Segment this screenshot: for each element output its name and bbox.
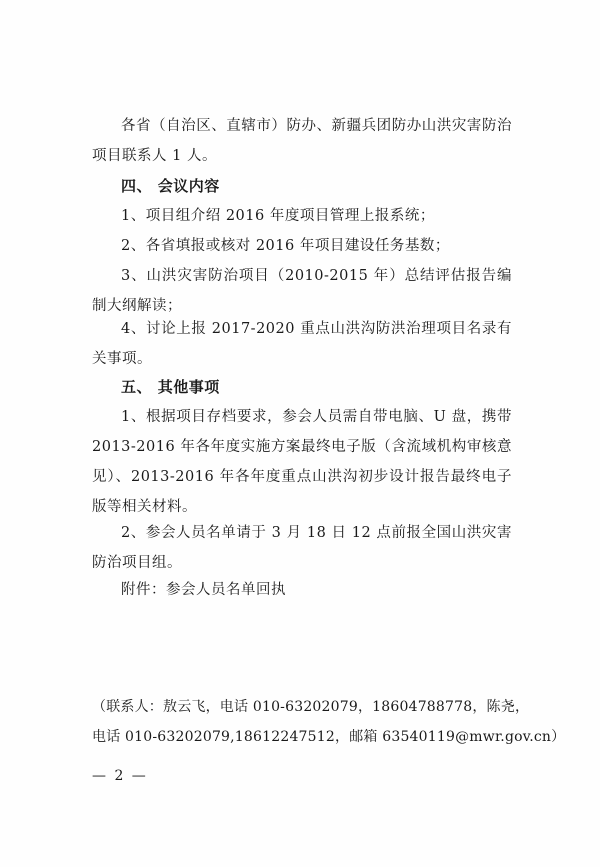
attachment-note: 附件：参会人员名单回执 [121, 582, 286, 598]
section-4-item-2: 2、各省填报或核对 2016 年项目建设任务基数； [121, 238, 450, 254]
section-5-heading: 五、 其他事项 [121, 378, 220, 396]
contact-line-1: （联系人：敖云飞，电话 010-63202079，18604788778，陈尧， [92, 699, 530, 715]
intro-paragraph: 各省（自治区、直辖市）防办、新疆兵团防办山洪灾害防治项目联系人 1 人。 [92, 118, 512, 164]
section-5-item-1: 1、根据项目存档要求，参会人员需自带电脑、U 盘，携带 2013-2016 年各年度实施方案最终电子版（含流域机构审核意见）、2013-2016 年各年度重点山洪沟初步设计报告最终电子版等相关材料。 [92, 409, 512, 515]
section-4-item-3: 3、山洪灾害防治项目（2010-2015 年）总结评估报告编制大纲解读； [92, 268, 512, 314]
section-4-item-1: 1、项目组介绍 2016 年度项目管理上报系统； [121, 208, 435, 224]
section-4-heading: 四、 会议内容 [121, 177, 220, 195]
page-number: — 2 — [92, 768, 148, 784]
contact-line-2: 电话 010-63202079,18612247512，邮箱 63540119@mwr.gov.cn） [92, 729, 566, 745]
section-4-item-4: 4、讨论上报 2017-2020 重点山洪沟防洪治理项目名录有关事项。 [92, 321, 512, 367]
section-5-item-2: 2、参会人员名单请于 3 月 18 日 12 点前报全国山洪灾害防治项目组。 [92, 525, 512, 571]
